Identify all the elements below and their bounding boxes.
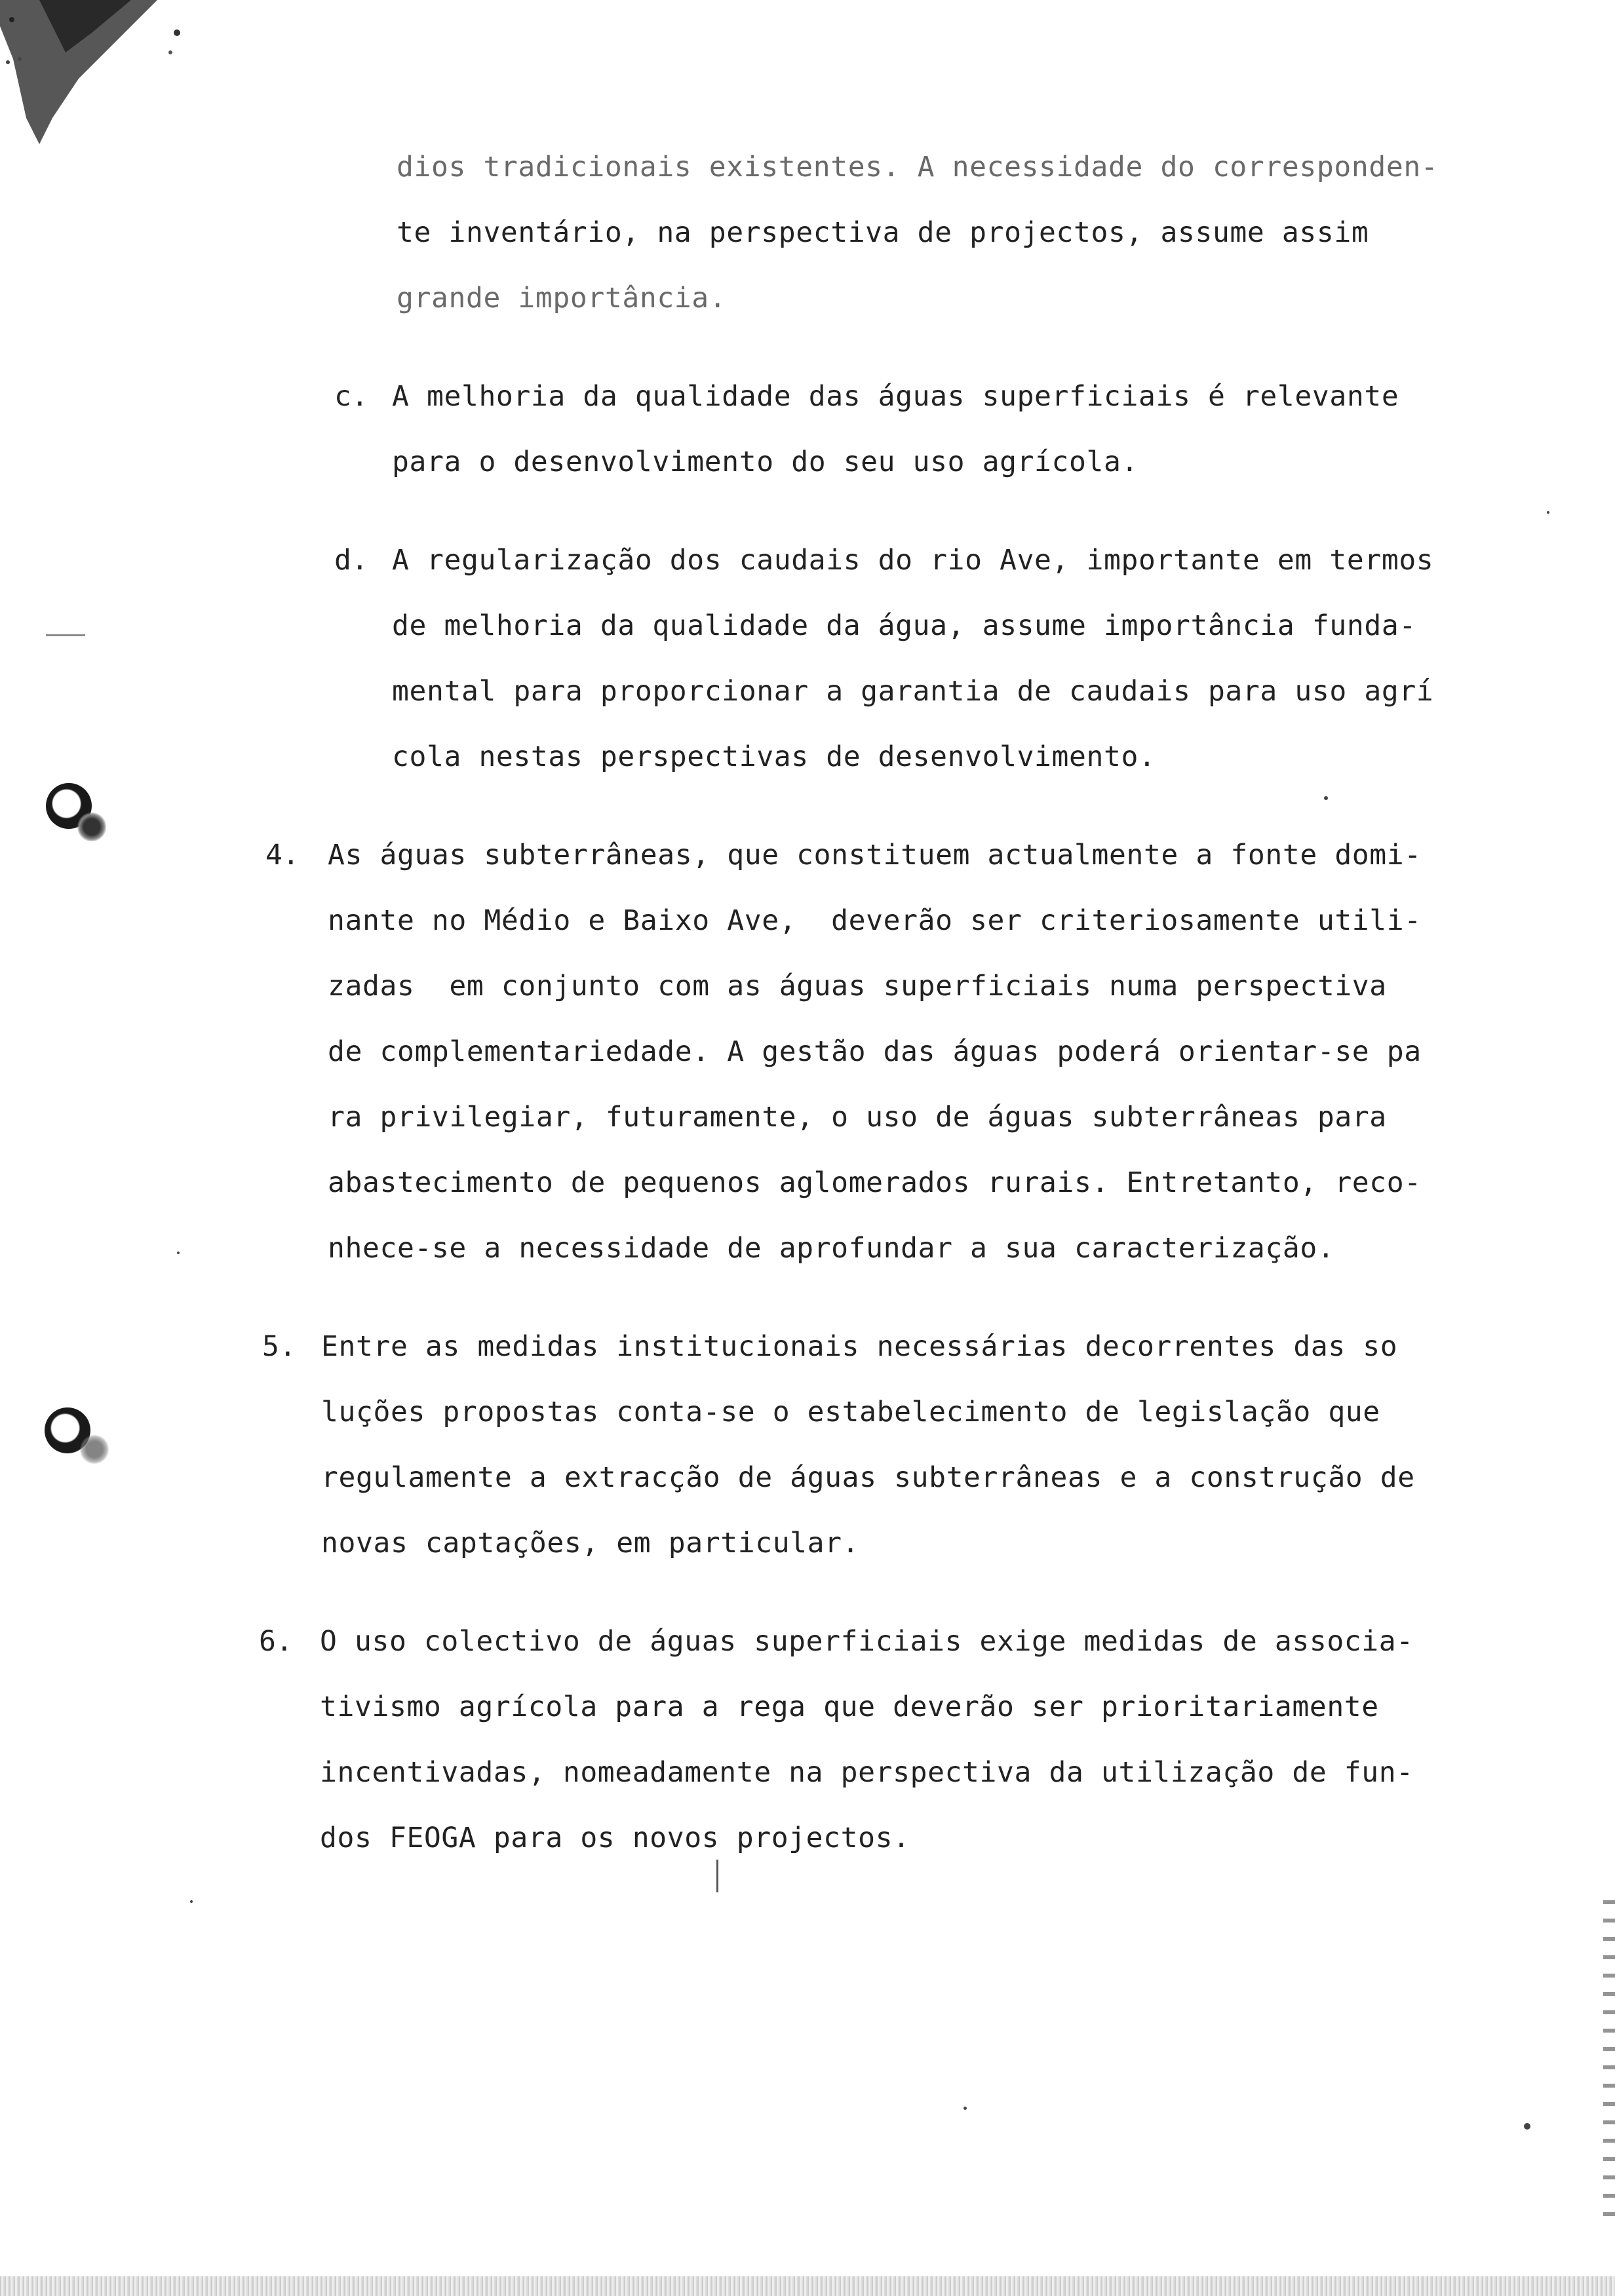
margin-mark bbox=[46, 634, 85, 636]
item-4-marker: 4. bbox=[265, 839, 300, 871]
speck bbox=[190, 1900, 193, 1903]
item-d-line-2: de melhoria da qualidade da água, assume importância funda- bbox=[392, 609, 1416, 642]
item-5-marker: 5. bbox=[262, 1330, 296, 1363]
punch-hole-upper-shadow bbox=[77, 813, 106, 841]
speck bbox=[1547, 511, 1549, 514]
speck bbox=[1324, 796, 1328, 800]
item-5-line-4: novas captações, em particular. bbox=[321, 1527, 860, 1559]
item-d-marker: d. bbox=[334, 544, 368, 577]
item-4-line-6: abastecimento de pequenos aglomerados rurais. Entretanto, reco- bbox=[328, 1166, 1422, 1199]
item-c-marker: c. bbox=[334, 380, 368, 413]
continuation-line-1: dios tradicionais existentes. A necessidade do corresponden- bbox=[397, 151, 1439, 183]
item-c-line-2: para o desenvolvimento do seu uso agrícola. bbox=[392, 446, 1138, 478]
item-4-line-3: zadas em conjunto com as águas superficiais numa perspectiva bbox=[328, 970, 1387, 1003]
pen-stroke bbox=[716, 1860, 718, 1892]
punch-hole-lower-shadow bbox=[80, 1435, 109, 1464]
item-6-line-2: tivismo agrícola para a rega que deverão ser prioritariamente bbox=[320, 1691, 1379, 1723]
corner-smudge bbox=[0, 0, 210, 157]
item-d-line-3: mental para proporcionar a garantia de caudais para uso agrí bbox=[392, 675, 1434, 708]
bottom-edge-noise bbox=[0, 2276, 1615, 2296]
item-6-line-3: incentivadas, nomeadamente na perspectiva da utilização de fun- bbox=[320, 1756, 1414, 1789]
item-5-line-1: Entre as medidas institucionais necessárias decorrentes das so bbox=[321, 1330, 1398, 1363]
continuation-line-3: grande importância. bbox=[397, 282, 727, 315]
item-6-line-1: O uso colectivo de águas superficiais exige medidas de associa- bbox=[320, 1625, 1414, 1658]
item-5-line-3: regulamente a extracção de águas subterrâneas e a construção de bbox=[321, 1461, 1415, 1494]
speck bbox=[1524, 2123, 1530, 2130]
item-4-line-2: nante no Médio e Baixo Ave, deverão ser criteriosamente utili- bbox=[328, 904, 1422, 937]
item-5-line-2: luções propostas conta-se o estabelecimento de legislação que bbox=[321, 1396, 1380, 1428]
item-d-line-1: A regularização dos caudais do rio Ave, importante em termos bbox=[392, 544, 1434, 577]
speck bbox=[963, 2107, 967, 2110]
item-6-line-4: dos FEOGA para os novos projectos. bbox=[320, 1822, 910, 1854]
continuation-line-2: te inventário, na perspectiva de projectos, assume assim bbox=[397, 216, 1369, 249]
item-4-line-4: de complementariedade. A gestão das águas poderá orientar-se pa bbox=[328, 1035, 1422, 1068]
item-4-line-7: nhece-se a necessidade de aprofundar a sua caracterização. bbox=[328, 1232, 1335, 1265]
item-d-line-4: cola nestas perspectivas de desenvolvimento. bbox=[392, 740, 1156, 773]
item-6-marker: 6. bbox=[259, 1625, 293, 1658]
right-edge-noise bbox=[1603, 1900, 1615, 2228]
item-4-line-1: As águas subterrâneas, que constituem actualmente a fonte domi- bbox=[328, 839, 1422, 871]
item-4-line-5: ra privilegiar, futuramente, o uso de águas subterrâneas para bbox=[328, 1101, 1387, 1134]
speck bbox=[177, 1252, 180, 1254]
item-c-line-1: A melhoria da qualidade das águas superficiais é relevante bbox=[392, 380, 1399, 413]
